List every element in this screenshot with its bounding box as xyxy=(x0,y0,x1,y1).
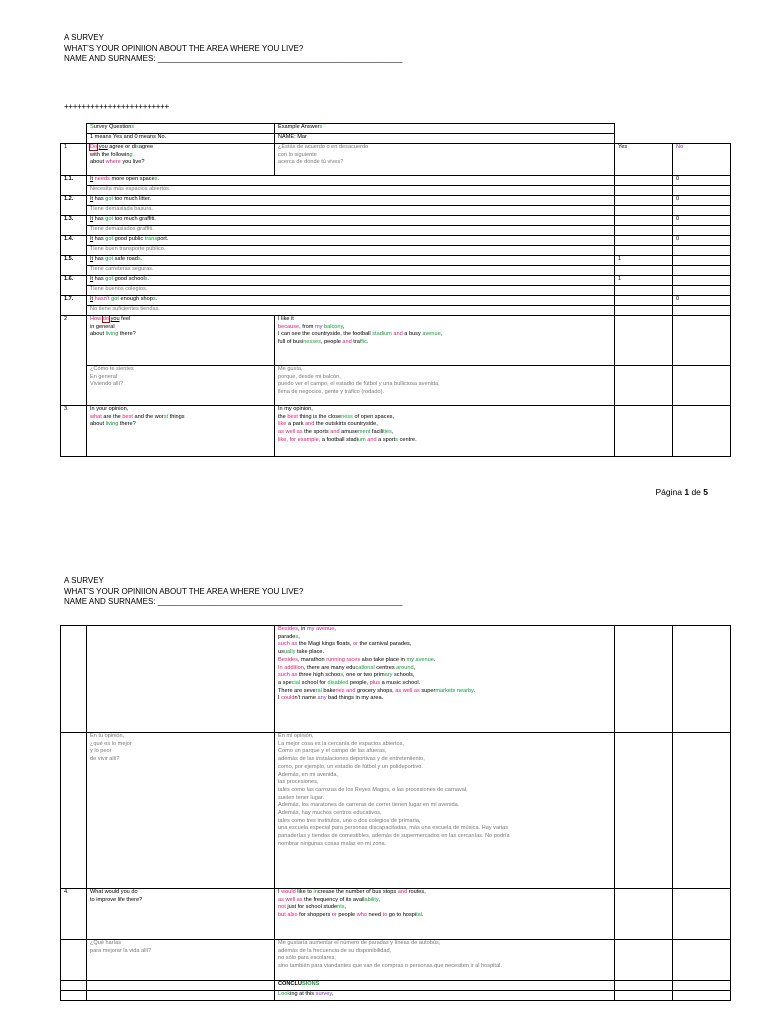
respondent-name: NAME: Mar xyxy=(275,134,615,144)
answer-3-continued: Besides, in my avenue, parades, such as the Magi kings floats, or the carnival parades, usually take place. Besides, marathon running races also take place in my avenue. In addition, there are many educational centres around, such as three high schoos, one or two primary schools, a special school for disabled people, plus a music school. There are several bakeries and grocery shops, as well as supermarkets nearby. I couldn’t name any bad things in my area. xyxy=(275,626,615,733)
question-2-spanish: ¿Cómo te sientes En general Viviendo allí? xyxy=(87,366,275,406)
item-spanish-row xyxy=(61,246,731,256)
table-subheader-row xyxy=(61,134,731,144)
yes-cell xyxy=(615,216,673,226)
item-row xyxy=(61,256,731,266)
survey-table-page1 xyxy=(60,123,731,457)
item-row xyxy=(61,196,731,206)
question-1-text: Do you agree or disagree with the following about where you live? xyxy=(87,144,275,176)
item-english: It has got too much graffiti. xyxy=(87,216,615,226)
item-number: 1.5. xyxy=(61,256,87,276)
item-english: It has got good schools. xyxy=(87,276,615,286)
question-2-answer: I like it because, from my balcony, I can see the countryside, the football stadium and a busy avenue, full of businesses, people and traffic. xyxy=(275,316,615,366)
item-row xyxy=(61,276,731,286)
question-number: 4. xyxy=(61,889,87,940)
item-spanish: Tiene demasiada basura. xyxy=(87,206,615,216)
yes-no-note: 1 means Yes and 0 means No. xyxy=(87,134,275,144)
item-spanish-row xyxy=(61,206,731,216)
question-3-answer: In my opinion, the best thing is the closeness of open spaces, like a park and the outskirts countryside, as well as the sports and amusement facilities, like, for example, a football stadium and a sports centre. xyxy=(275,406,615,457)
item-english: It needs more open spaces. xyxy=(87,176,615,186)
answer-4-spanish: Me gustaría aumentar el número de paradas y líneas de autobús, además de la frecuencia de su disponibilidad, no sólo para escolares, sino también para viandantes que van de compras o personas que necesiten ir al hospital. xyxy=(275,940,615,981)
answer-3-spanish: En mi opinión, La mejor cosa es la cercanía de espacios abiertos, Como un parque y el campo de las afueras, además de las instalaciones deportivas y de entreteniiento, como, por ejemplo, un estadio de fútbol y un polideportivo. Además, en mi avenida, las procesiones, tales como las carrozas de los Reyes Magos, o las procesiones de carnaval, suelen tener lugar. Además, los maratones de carreras de correr tienen lugar en mi avenida. Además, hay muchos centros educativos, tales como tres institutos, uno o dos colegios de primaria, una escuela especial para personas discapacitadas, más una escuela de música. Hay varias panaderías y tiendas de comestibles, además de supermercados en las cercanías. No podría nombrar ningunas cosas malas en mi zona. xyxy=(275,733,615,889)
item-spanish: Tiene carreteras seguras. xyxy=(87,266,615,276)
no-cell xyxy=(673,276,731,286)
question-3-spanish: En tu opinión, ¿qué es lo mejor y lo peor de vivir allí? xyxy=(87,733,275,889)
plus-separator: ++++++++++++++++++++++++ xyxy=(64,102,169,111)
no-cell: 0 xyxy=(673,296,731,306)
name-line: NAME AND SURNAMES: _______________________________________________________ xyxy=(64,597,403,606)
item-row xyxy=(61,176,731,186)
survey-question-title: WHAT’S YOUR OPINIION ABOUT THE AREA WHERE YOU LIVE? xyxy=(64,43,304,53)
survey-question-title: WHAT’S YOUR OPINIION ABOUT THE AREA WHERE YOU LIVE? xyxy=(64,586,304,596)
question-3-row xyxy=(61,406,731,457)
item-spanish-row xyxy=(61,306,731,316)
survey-table-page2 xyxy=(60,625,731,1001)
question-number: 3. xyxy=(61,406,87,457)
question-4-answer: I would like to increase the number of bus stops and routes, as well as the frequency of its availability, not just for school students, but also for shoppers or people who need to go to hospital. xyxy=(275,889,615,940)
item-spanish: Tiene buenos colegios. xyxy=(87,286,615,296)
question-3-spanish-row xyxy=(61,733,731,889)
item-spanish-row xyxy=(61,286,731,296)
item-number: 1.1. xyxy=(61,176,87,196)
item-english: It hasn’t got enough shops. xyxy=(87,296,615,306)
no-column-header: No xyxy=(673,144,731,176)
conclusions-heading: CONCLUSIONS xyxy=(275,981,615,991)
no-cell: 0 xyxy=(673,196,731,206)
question-number: 1 xyxy=(61,144,87,176)
yes-cell xyxy=(615,176,673,186)
item-english: It has got too much litter. xyxy=(87,196,615,206)
no-cell: 0 xyxy=(673,216,731,226)
no-cell xyxy=(673,256,731,266)
no-cell: 0 xyxy=(673,176,731,186)
answer-2-spanish: Me gusta, porque, desde mi balcón, puedo ver el campo, el estadio de fútbol y una bulliciosa avenida, llena de negocios, gente y tráfico (rodado). xyxy=(275,366,615,406)
looking-row xyxy=(61,991,731,1001)
conclusions-row xyxy=(61,981,731,991)
question-4-row xyxy=(61,889,731,940)
item-english: It has got good public transport. xyxy=(87,236,615,246)
item-english: It has got safe roads. xyxy=(87,256,615,266)
yes-cell xyxy=(615,236,673,246)
item-row xyxy=(61,236,731,246)
answer-3-continued-row xyxy=(61,626,731,733)
question-4-spanish: ¿Qué harías para mejorar la vida allí? xyxy=(87,940,275,981)
yes-cell: 1 xyxy=(615,256,673,266)
example-answers-label: Example Answers xyxy=(275,124,615,134)
survey-title: A SURVEY xyxy=(64,33,104,42)
question-4-spanish-row xyxy=(61,940,731,981)
item-row xyxy=(61,296,731,306)
question-2-text: How do you feel in general about living there? xyxy=(87,316,275,366)
question-4-text: What would you do to improve life there? xyxy=(87,889,275,940)
item-row xyxy=(61,216,731,226)
survey-questions-label: Survey Questions xyxy=(87,124,275,134)
table-header-row xyxy=(61,124,731,134)
item-spanish: No tiene suficientes tiendas. xyxy=(87,306,615,316)
yes-column-header: Yes xyxy=(615,144,673,176)
item-spanish-row xyxy=(61,266,731,276)
item-spanish: Tiene demasiados graffiti. xyxy=(87,226,615,236)
item-spanish: Tiene buen transporte público. xyxy=(87,246,615,256)
item-spanish: Necesita más espacios abiertos. xyxy=(87,186,615,196)
no-cell: 0 xyxy=(673,236,731,246)
question-3-text: In your opinion, what are the best and the worst things about living there? xyxy=(87,406,275,457)
survey-title: A SURVEY xyxy=(64,576,104,585)
yes-cell xyxy=(615,196,673,206)
item-number: 1.4. xyxy=(61,236,87,256)
name-line: NAME AND SURNAMES: _______________________________________________________ xyxy=(64,54,403,63)
item-number: 1.6. xyxy=(61,276,87,296)
item-spanish-row xyxy=(61,186,731,196)
item-spanish-row xyxy=(61,226,731,236)
yes-cell xyxy=(615,296,673,306)
question-2-row xyxy=(61,316,731,366)
item-number: 1.7. xyxy=(61,296,87,316)
item-number: 1.2. xyxy=(61,196,87,216)
question-2-spanish-row xyxy=(61,366,731,406)
question-1-row xyxy=(61,144,731,176)
page-number: Página 1 de 5 xyxy=(655,487,708,497)
item-number: 1.3. xyxy=(61,216,87,236)
yes-cell: 1 xyxy=(615,276,673,286)
question-1-spanish: ¿Estás de acuerdo o en desacuerdo con lo siguiente acerca de dónde tú vives? xyxy=(275,144,615,176)
question-number: 2 xyxy=(61,316,87,406)
conclusions-text: Looking at this survey, xyxy=(275,991,615,1001)
